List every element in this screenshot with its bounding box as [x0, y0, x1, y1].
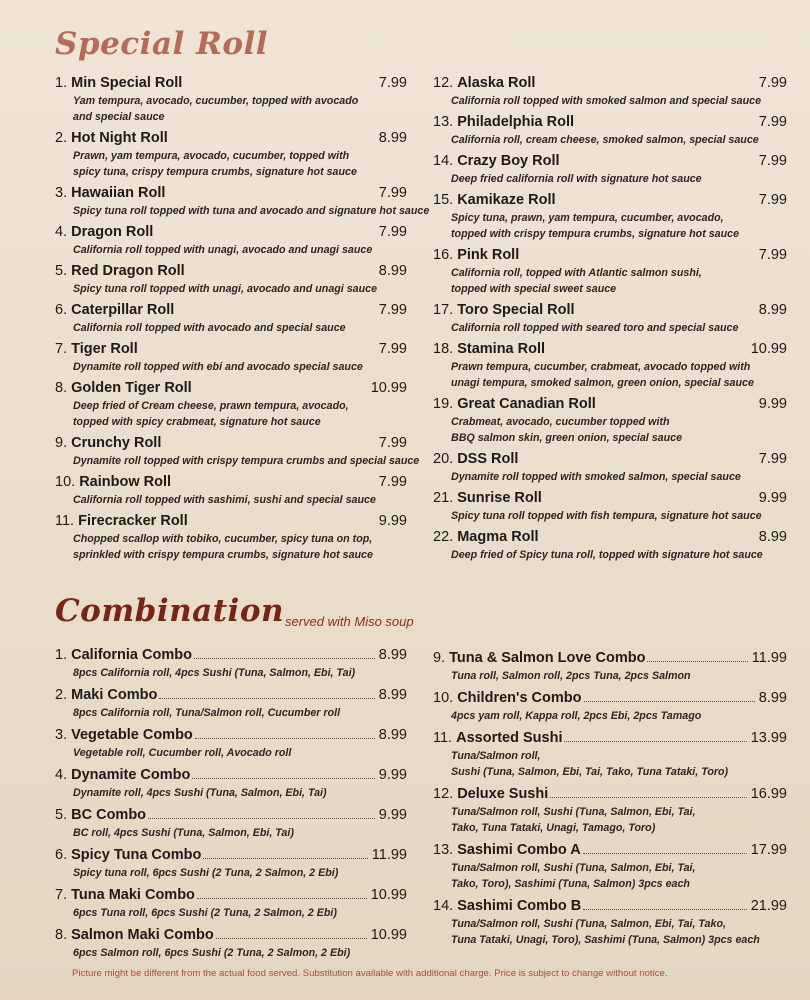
item-description: California roll, topped with Atlantic salmon sushi, — [451, 267, 702, 279]
item-name: Stamina Roll — [457, 341, 546, 357]
item-price: 7.99 — [378, 185, 407, 201]
item-name: Alaska Roll — [457, 75, 536, 91]
item-description: Tako, Toro), Sashimi (Tuna, Salmon) 3pcs each — [451, 878, 690, 890]
item-description: Dynamite roll, 4pcs Sushi (Tuna, Salmon, Ebi, Tai) — [73, 787, 327, 799]
item-description: 8pcs California roll, 4pcs Sushi (Tuna, Salmon, Ebi, Tai) — [73, 667, 356, 679]
item-price: 9.99 — [378, 807, 407, 823]
item-description: Sushi (Tuna, Salmon, Ebi, Tai, Tako, Tuna Tataki, Toro) — [451, 766, 729, 778]
menu-item-header — [433, 301, 787, 320]
menu-item-header — [433, 689, 787, 708]
item-description: Tuna/Salmon roll, Sushi (Tuna, Salmon, Ebi, Tai, Tako, — [451, 918, 726, 930]
item-name: California Combo — [71, 647, 192, 663]
item-number: 7. — [55, 887, 68, 903]
menu-item-header — [55, 512, 407, 531]
menu-item — [55, 379, 407, 430]
item-price: 16.99 — [750, 786, 787, 802]
item-price: 7.99 — [758, 192, 787, 208]
item-number: 8. — [55, 380, 68, 396]
item-number: 14. — [433, 153, 454, 169]
item-description: California roll, cream cheese, smoked salmon, special sauce — [451, 134, 759, 146]
dot-leader — [192, 778, 374, 779]
menu-item-header — [55, 806, 407, 825]
item-description: spicy tuna, crispy tempura crumbs, signature hot sauce — [73, 166, 357, 178]
menu-item — [55, 223, 407, 258]
item-number: 3. — [55, 727, 68, 743]
menu-item-header — [433, 191, 787, 210]
item-price: 7.99 — [758, 153, 787, 169]
menu-item-header — [433, 489, 787, 508]
item-description: Spicy tuna roll topped with fish tempura, signature hot sauce — [451, 510, 762, 522]
item-name: Spicy Tuna Combo — [71, 847, 202, 863]
item-price: 8.99 — [758, 690, 787, 706]
item-name: Hawaiian Roll — [71, 185, 166, 201]
item-name: Sashimi Combo B — [457, 898, 582, 914]
menu-item-header — [55, 766, 407, 785]
item-description: Tuna roll, Salmon roll, 2pcs Tuna, 2pcs Salmon — [451, 670, 691, 682]
item-name: Firecracker Roll — [78, 513, 188, 529]
item-price: 8.99 — [378, 727, 407, 743]
menu-item — [433, 689, 787, 724]
item-name: Hot Night Roll — [71, 130, 168, 146]
dot-leader — [583, 909, 746, 910]
dot-leader — [194, 658, 375, 659]
item-price: 8.99 — [378, 647, 407, 663]
item-name: Sashimi Combo A — [457, 842, 581, 858]
item-price: 9.99 — [378, 767, 407, 783]
item-description: Prawn, yam tempura, avocado, cucumber, topped with — [73, 150, 350, 162]
menu-item-header — [55, 686, 407, 705]
menu-item — [433, 74, 787, 109]
menu-item-header — [55, 726, 407, 745]
special-roll-title: Special Roll — [55, 26, 269, 62]
item-description: topped with spicy crabmeat, signature hot sauce — [73, 416, 321, 428]
item-description: 8pcs California roll, Tuna/Salmon roll, Cucumber roll — [73, 707, 341, 719]
dot-leader — [583, 853, 747, 854]
item-description: California roll topped with smoked salmon and special sauce — [451, 95, 762, 107]
item-name: Dragon Roll — [71, 224, 154, 240]
menu-item-header — [433, 152, 787, 171]
combination-left-column — [55, 646, 407, 966]
item-name: Maki Combo — [71, 687, 158, 703]
item-price: 10.99 — [370, 927, 407, 943]
menu-item — [433, 729, 787, 780]
item-price: 7.99 — [758, 75, 787, 91]
item-name: Rainbow Roll — [79, 474, 172, 490]
menu-item — [55, 806, 407, 841]
item-name: Philadelphia Roll — [457, 114, 575, 130]
item-description: 4pcs yam roll, Kappa roll, 2pcs Ebi, 2pcs Tamago — [451, 710, 702, 722]
item-number: 1. — [55, 647, 68, 663]
item-description: BBQ salmon skin, green onion, special sauce — [451, 432, 683, 444]
item-number: 22. — [433, 529, 454, 545]
menu-item — [55, 301, 407, 336]
menu-item — [55, 184, 430, 219]
item-name: Tiger Roll — [71, 341, 138, 357]
menu-item — [433, 301, 787, 336]
item-description: California roll topped with seared toro and special sauce — [451, 322, 739, 334]
item-number: 11. — [55, 513, 75, 529]
menu-item-header — [433, 785, 787, 804]
menu-item — [55, 926, 407, 961]
menu-item-header — [433, 841, 787, 860]
item-price: 8.99 — [758, 302, 787, 318]
item-price: 8.99 — [758, 529, 787, 545]
item-price: 7.99 — [758, 451, 787, 467]
menu-item — [433, 340, 787, 391]
menu-item-header — [433, 897, 787, 916]
item-description: California roll topped with avocado and special sauce — [73, 322, 346, 334]
item-name: Tuna & Salmon Love Combo — [449, 650, 646, 666]
menu-item-header — [433, 450, 787, 469]
item-description: California roll topped with sashimi, sushi and special sauce — [73, 494, 376, 506]
item-description: Dynamite roll topped with smoked salmon, special sauce — [451, 471, 741, 483]
item-number: 21. — [433, 490, 454, 506]
item-number: 18. — [433, 341, 454, 357]
menu-item — [433, 785, 787, 836]
menu-item-header — [433, 74, 787, 93]
menu-item-header — [433, 395, 787, 414]
item-number: 5. — [55, 807, 68, 823]
item-number: 4. — [55, 224, 68, 240]
menu-item — [433, 841, 787, 892]
item-name: Dynamite Combo — [71, 767, 191, 783]
item-description: Chopped scallop with tobiko, cucumber, spicy tuna on top, — [73, 533, 373, 545]
item-description: Spicy tuna roll, 6pcs Sushi (2 Tuna, 2 Salmon, 2 Ebi) — [73, 867, 339, 879]
item-price: 10.99 — [750, 341, 787, 357]
item-number: 2. — [55, 687, 68, 703]
item-number: 13. — [433, 842, 454, 858]
menu-item-header — [55, 846, 407, 865]
item-number: 4. — [55, 767, 68, 783]
item-number: 12. — [433, 786, 454, 802]
item-description: Spicy tuna roll topped with tuna and avocado and signature hot sauce — [73, 205, 430, 217]
footer-note: Picture might be different from the actual food served. Substitution available with additional charge. Price is subject to change without notice. — [72, 968, 668, 979]
item-number: 10. — [55, 474, 76, 490]
menu-item — [433, 395, 787, 446]
menu-item — [55, 512, 407, 563]
menu-item-header — [433, 246, 787, 265]
item-price: 7.99 — [378, 435, 407, 451]
dot-leader — [647, 661, 747, 662]
menu-item-header — [433, 113, 787, 132]
item-description: Dynamite roll topped with crispy tempura crumbs and special sauce — [73, 455, 420, 467]
item-number: 14. — [433, 898, 454, 914]
item-price: 9.99 — [758, 396, 787, 412]
item-description: sprinkled with crispy tempura crumbs, signature hot sauce — [73, 549, 373, 561]
item-price: 21.99 — [750, 898, 787, 914]
item-description: Spicy tuna roll topped with unagi, avocado and unagi sauce — [73, 283, 378, 295]
item-description: Tuna Tataki, Unagi, Toro), Sashimi (Tuna, Salmon) 3pcs each — [451, 934, 760, 946]
item-name: Deluxe Sushi — [457, 786, 549, 802]
dot-leader — [195, 738, 375, 739]
menu-item-header — [55, 74, 407, 93]
menu-item — [55, 473, 407, 508]
item-description: California roll topped with unagi, avocado and unagi sauce — [73, 244, 373, 256]
item-price: 7.99 — [758, 247, 787, 263]
item-description: Tuna/Salmon roll, Sushi (Tuna, Salmon, Ebi, Tai, — [451, 862, 696, 874]
special-roll-right-column — [433, 74, 787, 567]
item-price: 7.99 — [378, 302, 407, 318]
item-description: Crabmeat, avocado, cucumber topped with — [451, 416, 670, 428]
item-name: Magma Roll — [457, 529, 539, 545]
item-price: 8.99 — [378, 263, 407, 279]
menu-item-header — [55, 301, 407, 320]
item-description: Deep fried of Cream cheese, prawn tempura, avocado, — [73, 400, 349, 412]
special-roll-left-column — [55, 74, 430, 567]
menu-item-header — [55, 473, 407, 492]
item-name: Crazy Boy Roll — [457, 153, 560, 169]
dot-leader — [584, 701, 755, 702]
item-name: Crunchy Roll — [71, 435, 162, 451]
item-description: Deep fried of Spicy tuna roll, topped with signature hot sauce — [451, 549, 763, 561]
menu-item — [55, 766, 407, 801]
item-description: Tako, Tuna Tataki, Unagi, Tamago, Toro) — [451, 822, 656, 834]
item-price: 8.99 — [378, 687, 407, 703]
item-name: Pink Roll — [457, 247, 520, 263]
item-number: 20. — [433, 451, 454, 467]
item-description: Tuna/Salmon roll, — [451, 750, 541, 762]
combination-subtitle: served with Miso soup — [285, 614, 414, 629]
menu-item-header — [433, 729, 787, 748]
dot-leader — [159, 698, 374, 699]
dot-leader — [216, 938, 367, 939]
menu-item — [55, 262, 407, 297]
item-description: Vegetable roll, Cucumber roll, Avocado roll — [73, 747, 292, 759]
item-description: unagi tempura, smoked salmon, green onion, special sauce — [451, 377, 754, 389]
item-number: 7. — [55, 341, 68, 357]
menu-item-header — [55, 262, 407, 281]
item-number: 9. — [433, 650, 446, 666]
item-description: topped with special sweet sauce — [451, 283, 617, 295]
menu-item-header — [55, 129, 407, 148]
combination-title: Combination — [55, 593, 285, 629]
menu-item — [433, 649, 787, 684]
item-number: 16. — [433, 247, 454, 263]
menu-item — [55, 846, 407, 881]
menu-item-header — [55, 434, 407, 453]
item-description: Spicy tuna, prawn, yam tempura, cucumber, avocado, — [451, 212, 724, 224]
item-price: 10.99 — [370, 887, 407, 903]
item-number: 11. — [433, 730, 453, 746]
item-number: 8. — [55, 927, 68, 943]
dot-leader — [148, 818, 375, 819]
item-number: 3. — [55, 185, 68, 201]
menu-item — [433, 489, 787, 524]
item-number: 2. — [55, 130, 68, 146]
item-name: Tuna Maki Combo — [71, 887, 195, 903]
menu-item — [55, 340, 407, 375]
item-price: 7.99 — [378, 474, 407, 490]
item-number: 6. — [55, 302, 68, 318]
item-number: 15. — [433, 192, 454, 208]
menu-item — [433, 450, 787, 485]
dot-leader — [564, 741, 746, 742]
item-description: and special sauce — [73, 111, 165, 123]
item-price: 8.99 — [378, 130, 407, 146]
item-price: 11.99 — [751, 650, 787, 666]
item-price: 17.99 — [750, 842, 787, 858]
menu-item — [55, 886, 407, 921]
item-description: Deep fried california roll with signature hot sauce — [451, 173, 702, 185]
dot-leader — [197, 898, 367, 899]
item-price: 9.99 — [758, 490, 787, 506]
item-price: 13.99 — [750, 730, 787, 746]
combination-right-column — [433, 649, 787, 953]
menu-item — [55, 129, 407, 180]
menu-item-header — [55, 184, 407, 203]
item-name: Assorted Sushi — [456, 730, 563, 746]
item-number: 10. — [433, 690, 454, 706]
item-name: Golden Tiger Roll — [71, 380, 192, 396]
item-number: 5. — [55, 263, 68, 279]
item-number: 13. — [433, 114, 454, 130]
item-number: 9. — [55, 435, 68, 451]
menu-item — [55, 686, 407, 721]
item-name: Sunrise Roll — [457, 490, 542, 506]
menu-item-header — [433, 340, 787, 359]
item-description: Yam tempura, avocado, cucumber, topped with avocado — [73, 95, 359, 107]
menu-item — [433, 191, 787, 242]
dot-leader — [550, 797, 746, 798]
item-description: Prawn tempura, cucumber, crabmeat, avocado topped with — [451, 361, 751, 373]
menu-item-header — [55, 646, 407, 665]
item-price: 11.99 — [371, 847, 407, 863]
item-number: 17. — [433, 302, 454, 318]
menu-item — [433, 152, 787, 187]
item-name: DSS Roll — [457, 451, 519, 467]
menu-item — [55, 74, 407, 125]
item-description: Dynamite roll topped with ebi and avocado special sauce — [73, 361, 363, 373]
item-price: 9.99 — [378, 513, 407, 529]
menu-item — [433, 528, 787, 563]
menu-item-header — [55, 886, 407, 905]
item-description: Tuna/Salmon roll, Sushi (Tuna, Salmon, Ebi, Tai, — [451, 806, 696, 818]
item-number: 1. — [55, 75, 68, 91]
item-name: Vegetable Combo — [71, 727, 193, 743]
item-price: 10.99 — [370, 380, 407, 396]
menu-item — [55, 726, 407, 761]
item-price: 7.99 — [378, 341, 407, 357]
menu-item-header — [55, 926, 407, 945]
item-description: topped with crispy tempura crumbs, signature hot sauce — [451, 228, 740, 240]
item-description: 6pcs Tuna roll, 6pcs Sushi (2 Tuna, 2 Salmon, 2 Ebi) — [73, 907, 337, 919]
item-price: 7.99 — [758, 114, 787, 130]
item-description: 6pcs Salmon roll, 6pcs Sushi (2 Tuna, 2 Salmon, 2 Ebi) — [73, 947, 351, 959]
item-number: 12. — [433, 75, 454, 91]
dot-leader — [203, 858, 367, 859]
item-description: BC roll, 4pcs Sushi (Tuna, Salmon, Ebi, Tai) — [73, 827, 294, 839]
item-number: 19. — [433, 396, 454, 412]
menu-item-header — [55, 379, 407, 398]
item-number: 6. — [55, 847, 68, 863]
item-name: Caterpillar Roll — [71, 302, 175, 318]
menu-item — [55, 434, 420, 469]
item-name: Min Special Roll — [71, 75, 183, 91]
item-name: Great Canadian Roll — [457, 396, 596, 412]
menu-item-header — [55, 340, 407, 359]
item-name: Kamikaze Roll — [457, 192, 556, 208]
item-name: Children's Combo — [457, 690, 582, 706]
menu-item-header — [433, 649, 787, 668]
item-name: Toro Special Roll — [457, 302, 575, 318]
menu-item-header — [55, 223, 407, 242]
item-name: BC Combo — [71, 807, 147, 823]
menu-item-header — [433, 528, 787, 547]
menu-item — [433, 246, 787, 297]
item-name: Red Dragon Roll — [71, 263, 185, 279]
menu-item — [433, 897, 787, 948]
item-price: 7.99 — [378, 75, 407, 91]
menu-item — [55, 646, 407, 681]
item-name: Salmon Maki Combo — [71, 927, 214, 943]
menu-item — [433, 113, 787, 148]
item-price: 7.99 — [378, 224, 407, 240]
